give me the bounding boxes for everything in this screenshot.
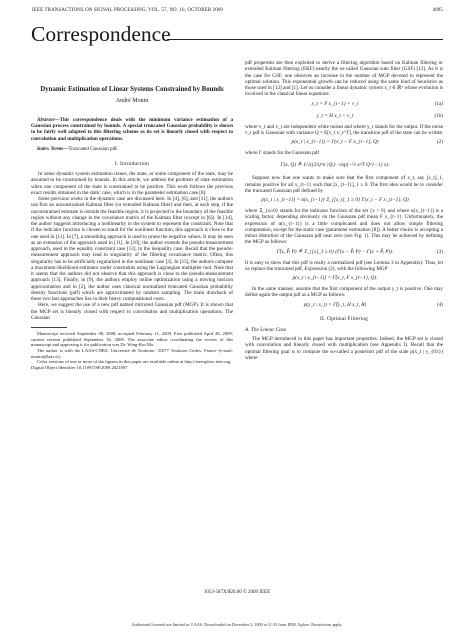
equation-3-number: (3)	[437, 248, 443, 255]
equation-gaussian	[245, 158, 443, 173]
abstract	[31, 117, 233, 141]
equation-2-expression: p(x_t | x_{t−1}) = Γ(x_t − F x_{t−1}, Q)	[291, 139, 379, 145]
abstract-text: This correspondence deals with the minimum variance estimation of a Gaussian process constrained by bounds. A special truncated Gaussian probability is shown to be fairly well adapted to this filtering scheme as its set is linearly closed with respect to convolution and multiplication operations.	[31, 117, 233, 142]
article-title: Dynamic Estimation of Linear Systems Constrained by Bounds	[40, 86, 224, 93]
equation-1b-number: (1b)	[434, 112, 443, 119]
body-paragraph-8: The MGP introduced in this paper has important properties. Indeed, the MGP set is closed with convolution and linearly closed with multiplication (see Appendix I). Recall that the optimal filtering goal is to compute the so-called a posteriori pdf of the state p(x_t | y_{0:t}) where	[245, 336, 443, 361]
equation-4	[245, 301, 443, 311]
page-number: 4095	[432, 8, 443, 13]
intro-paragraph-3: Here, we suggest the use of a new pdf named mirrored Gaussian pdf (MGP). It is shown that the MGP set is linearly closed with respect to convolution and multiplication operations. The Gaussian	[31, 302, 233, 321]
footnote-manuscript: Manuscript received September 08, 2008; accepted February 11, 2009. First published April 28, 2009; current version published September 16, 2009. The associate editor coordinating the review of this manuscript and approving it for publication was Dr. Wing-Kin Ma.	[31, 331, 233, 348]
subsection-heading-linear-case: A. The Linear Case	[245, 326, 287, 333]
issn-line: 1053-587X/$26.00 © 2009 IEEE	[203, 590, 271, 595]
license-line: Authorized licensed use limited to: LAAS. Downloaded on December 3, 2009 at 11:35 from IEEE Xplore. Restrictions apply.	[131, 622, 343, 627]
footnote-color: Color versions of one or more of the figures in this paper are available online at http://ieeexplore.ieee.org.	[37, 359, 232, 365]
section-heading-introduction: I. Introduction	[114, 160, 150, 167]
footnote-rule	[31, 327, 67, 328]
section-banner: Correspondence	[31, 22, 171, 46]
equation-4-expression: p(y_t | x_t) = Γ̃(y_t, H x_t, R)	[303, 301, 367, 308]
body-paragraph-6: It is easy to show that this pdf is really a normalized pdf (see Lemma 3 in Appendix). Thus, let us replace the truncated pdf, Expression (2), with the following MGP	[245, 259, 443, 272]
equation-3-expression: Γ̃(x, P̃, P) ≜ 𝟙_{[x]_1 ≥ 0} (Γ(x − P̃, P) − Γ(x + P̃, P)).	[276, 248, 394, 255]
equation-1a-expression: x_t = F x_{t−1} + v_t	[311, 100, 359, 107]
equation-truncated	[245, 196, 443, 206]
equation-4-number: (4)	[437, 301, 443, 308]
footnote-affiliation: The author is with the LAAS-CNRS, Université de Toulouse, 31077 Toulouse Cedex, France (e-mail: monin@laas.fr).	[31, 347, 233, 359]
article-author: André Monin	[115, 98, 149, 104]
equation-gaussian-expression: Γ(x, Q) ≜ 1/√((2π)^n |Q|) · exp(−½ x^T Q^{−1} x).	[280, 162, 390, 169]
index-terms	[31, 146, 233, 152]
index-terms-text: Truncated Gaussian pdf.	[68, 145, 119, 152]
index-terms-label: Index Terms—	[37, 145, 69, 152]
body-paragraph-2: where v_t and v_t are independent white noises and where y_t stands for the output. If the noise v_t pdf is Gaussian with variance Q = E[v_t v_t^T], the transition pdf of the state can be written	[245, 123, 443, 136]
banner-rule	[167, 39, 443, 40]
intro-paragraph-2: Some previous works in the dynamic case are discussed here. In [4], [6], and [11], the authors use first an unconstrained Kalman filter (or extended Kalman filter) and then, at each step, if the unconstrained estimate is outside the feasible region, it is projected to the boundary of the feasible region without any change in the covariance matrix of the Kalman filter (except in [6]). In [14], the author suggests introducing a nonlinearity in the system to represent the constraint. Note that if the indicator function is chosen to stand for the nonlinear function, this approach is close to the one used in [11]. In [7], a smoothing approach is used to prune the negative values. It may be seen as an extension of the approach used in [11]. In [10], the author extends the pseudo-measurement approach, used in the equality constraint case [13], to the inequality case. Recall that the pseudo-measurement approach may lead to singularity of the filtering covariance matrix. Often, this singularity has to be artificially regularized in the nonlinear case [3]. In [15], the authors compute a maximum-likelihood estimator under constraints using the Lagrangian multiplier tool. Note that it seems that the authors did not observe that this approach is close to the pseudo-measurement approach [13]. Finally, in [9], the authors employ online optimization using a moving horizon approximation and in [2], the author uses classical normalized truncated Gaussian probability density functions (pdf) which are approximated by random sampling. The main drawback of these two last approaches lies in their heavy computational costs.	[31, 196, 233, 303]
equation-mgp-expression: p(x_t | x_{t−1}) = Γ̃(x_t, F x_{t−1}, Q).	[292, 275, 378, 281]
left-column	[31, 60, 233, 370]
equation-1b-expression: y_t = H x_t + v_t	[316, 112, 354, 119]
section-heading-optimal-filtering: II. Optimal Filtering	[319, 315, 369, 322]
abstract-label: Abstract—	[37, 117, 60, 124]
body-paragraph-3: where Γ stands for the Gaussian pdf	[245, 150, 320, 156]
footnote-doi: Digital Object Identifier 10.1109/TSP.2009.2021697	[31, 364, 128, 370]
body-paragraph-1: pdf properties are then exploited to derive a filtering algorithm based on Kalman filtering or extended Kalman filtering (EKF) nearby the so-called Gaussian sum filter (GSF) [12]. As it is the case for GSF, one observes an increase in the number of MGP devoted to represent the optimal solution. This exponential growth can be reduced using the same kind of heuristics as those used in [12] and [1]. Let us consider a linear dynamic system x_t ∈ ℝⁿ whose evolution is involved in the classical linear equations:	[245, 60, 443, 98]
equation-2	[245, 138, 443, 148]
equation-truncated-expression: p(x_t | x_{t−1}) = α(x_{t−1}) 𝟙_{[x_t]_1 ≥ 0} Γ(x_t − F x_{t−1}, Q)	[261, 197, 409, 203]
running-header: IEEE TRANSACTIONS ON SIGNAL PROCESSING, VOL. 57, NO. 10, OCTOBER 2009	[32, 8, 224, 13]
body-paragraph-5: where 𝟙_{x≥0} stands for the indicator function of the set {x > 0} and where α(x_{t−1}) is a scaling factor, depending obviously on the Gaussian pdf mean F x_{t−1}. Unfortunately, the expression of α(x_{t−1}) is a little complicated and does not allow simple filtering computation, except for the static case (parameter estimation [8]). A better choice is accepting a minor distortion of the Gaussian pdf near zero (see Fig. 1). This may be achieved by defining the MGP as follows:	[245, 208, 443, 246]
right-column	[245, 60, 443, 361]
equation-3	[245, 248, 443, 258]
equation-1a-number: (1a)	[434, 100, 443, 107]
equation-1a	[245, 100, 443, 110]
equation-1b	[245, 112, 443, 122]
equation-mgp	[245, 274, 443, 284]
equation-2-number: (2)	[437, 139, 443, 145]
intro-paragraph-1: In some dynamic system estimation issues, the state, or some component of the state, may be assumed to be constrained by bounds. In this article, we address the problem of state estimation when one component of the state is constrained to be positive. This work follows the previous exact results obtained in the static case, which is in the parameter estimation case [8].	[31, 171, 233, 196]
body-paragraph-7: In the same manner, assume that the first component of the output y_t is positive. One may define again the output pdf as a MGP as follows:	[245, 286, 443, 299]
body-paragraph-4: Suppose now that one wants to make sure that the first component of x_t, say [x_t]_1, remains positive for all x_{t−1} such that [x_{t−1}]_1 ≥ 0. The first idea would be to consider the truncated Gaussian pdf defined by	[245, 175, 443, 194]
